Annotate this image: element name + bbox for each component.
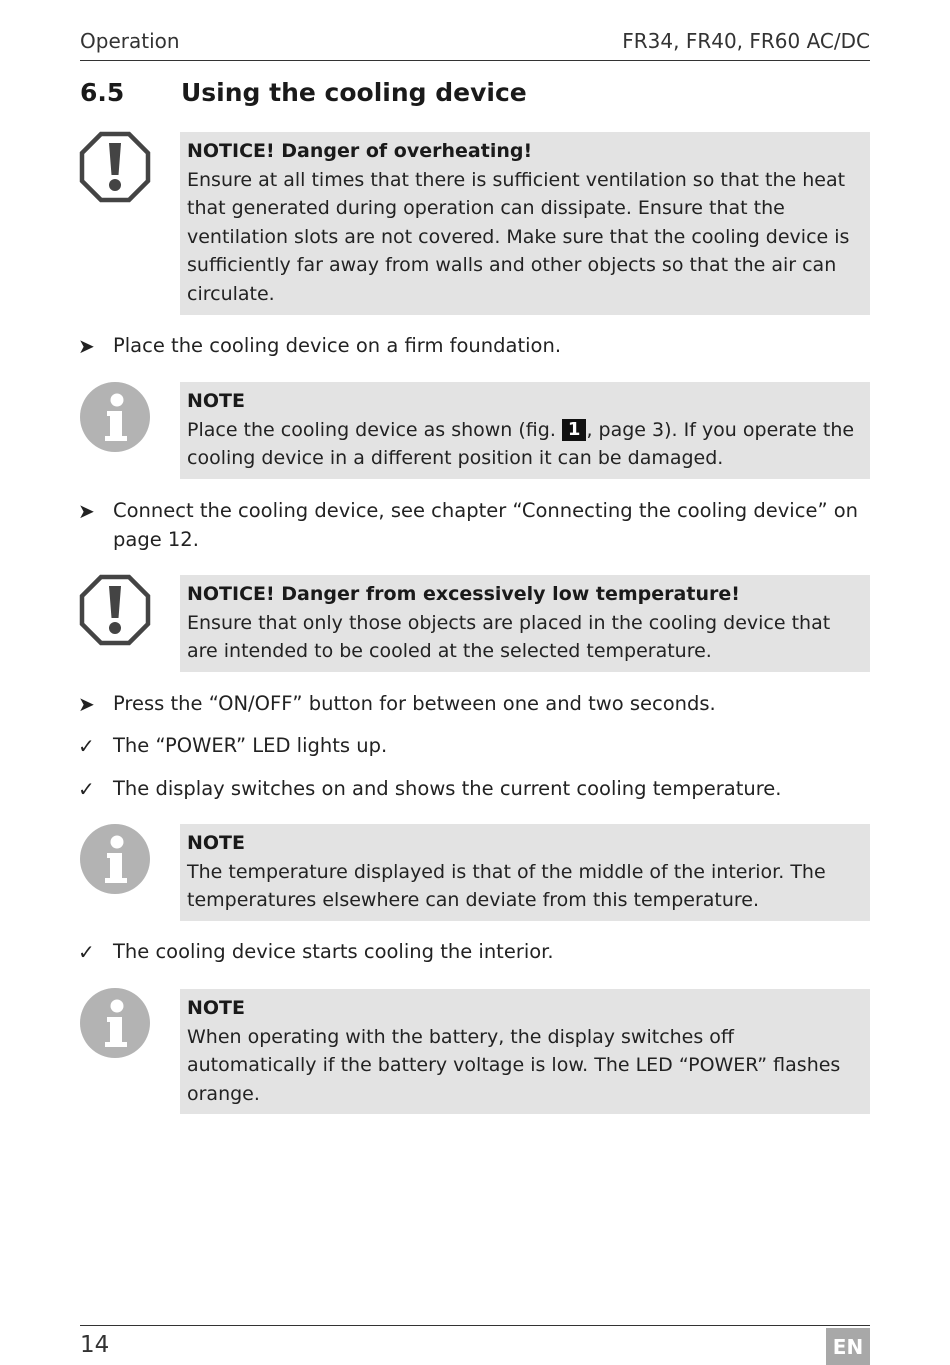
arrow-bullet-icon: ➤ — [78, 334, 95, 358]
checkmark-icon: ✓ — [78, 940, 95, 964]
arrow-bullet-icon: ➤ — [78, 692, 95, 716]
checkmark-icon: ✓ — [78, 734, 95, 758]
notice-text: Ensure that only those objects are placed in the cooling device that are intended to be cooled at the selected temperature. — [187, 611, 831, 662]
note-title: NOTE — [187, 997, 245, 1019]
note-box-temperature — [180, 824, 870, 921]
result-text: The cooling device starts cooling the interior. — [113, 940, 554, 963]
notice-text: Ensure at all times that there is sufficient ventilation so that the heat that generated during operation can dissipate. Ensure that the ventilation slots are not covered. Make sure that the cooling device is sufficiently far away from walls and other objects so that the air can circulate. — [187, 168, 850, 305]
note-text-part: , page 3). If you operate the cooling device in a different position it can be damaged. — [187, 418, 855, 469]
header-section-label: Operation — [80, 29, 180, 53]
page-footer — [80, 1325, 870, 1365]
info-icon — [79, 381, 151, 453]
header-model-label: FR34, FR40, FR60 AC/DC — [622, 29, 870, 53]
notice-box-low-temperature — [180, 575, 870, 672]
info-icon — [79, 987, 151, 1059]
figure-reference-badge: 1 — [562, 419, 587, 441]
page-number: 14 — [80, 1332, 110, 1358]
language-badge: EN — [826, 1328, 870, 1365]
note-title: NOTE — [187, 390, 245, 412]
note-box-placement — [180, 382, 870, 479]
note-title: NOTE — [187, 832, 245, 854]
note-text-part: Place the cooling device as shown (fig. — [187, 418, 562, 441]
notice-title: NOTICE! Danger from excessively low temperature! — [187, 583, 740, 605]
note-text: When operating with the battery, the display switches off automatically if the battery voltage is low. The LED “POWER” flashes orange. — [187, 1025, 841, 1105]
result-text: The “POWER” LED lights up. — [113, 734, 388, 757]
notice-box-overheating — [180, 132, 870, 315]
notice-octagon-icon — [79, 131, 151, 203]
notice-octagon-icon — [79, 574, 151, 646]
section-title: Using the cooling device — [181, 78, 527, 107]
step-text: Place the cooling device on a firm foundation. — [113, 334, 562, 357]
notice-title: NOTICE! Danger of overheating! — [187, 140, 533, 162]
section-number: 6.5 — [80, 78, 125, 107]
info-icon — [79, 823, 151, 895]
checkmark-icon: ✓ — [78, 777, 95, 801]
note-text — [187, 416, 862, 473]
step-text: Press the “ON/OFF” button for between one and two seconds. — [113, 692, 716, 715]
note-box-battery — [180, 989, 870, 1114]
note-text: The temperature displayed is that of the middle of the interior. The temperatures elsewhere can deviate from this temperature. — [187, 860, 826, 911]
page-header — [80, 29, 870, 61]
step-text: Connect the cooling device, see chapter “Connecting the cooling device” on page 12. — [113, 499, 859, 551]
arrow-bullet-icon: ➤ — [78, 499, 95, 523]
result-text: The display switches on and shows the current cooling temperature. — [113, 777, 782, 800]
